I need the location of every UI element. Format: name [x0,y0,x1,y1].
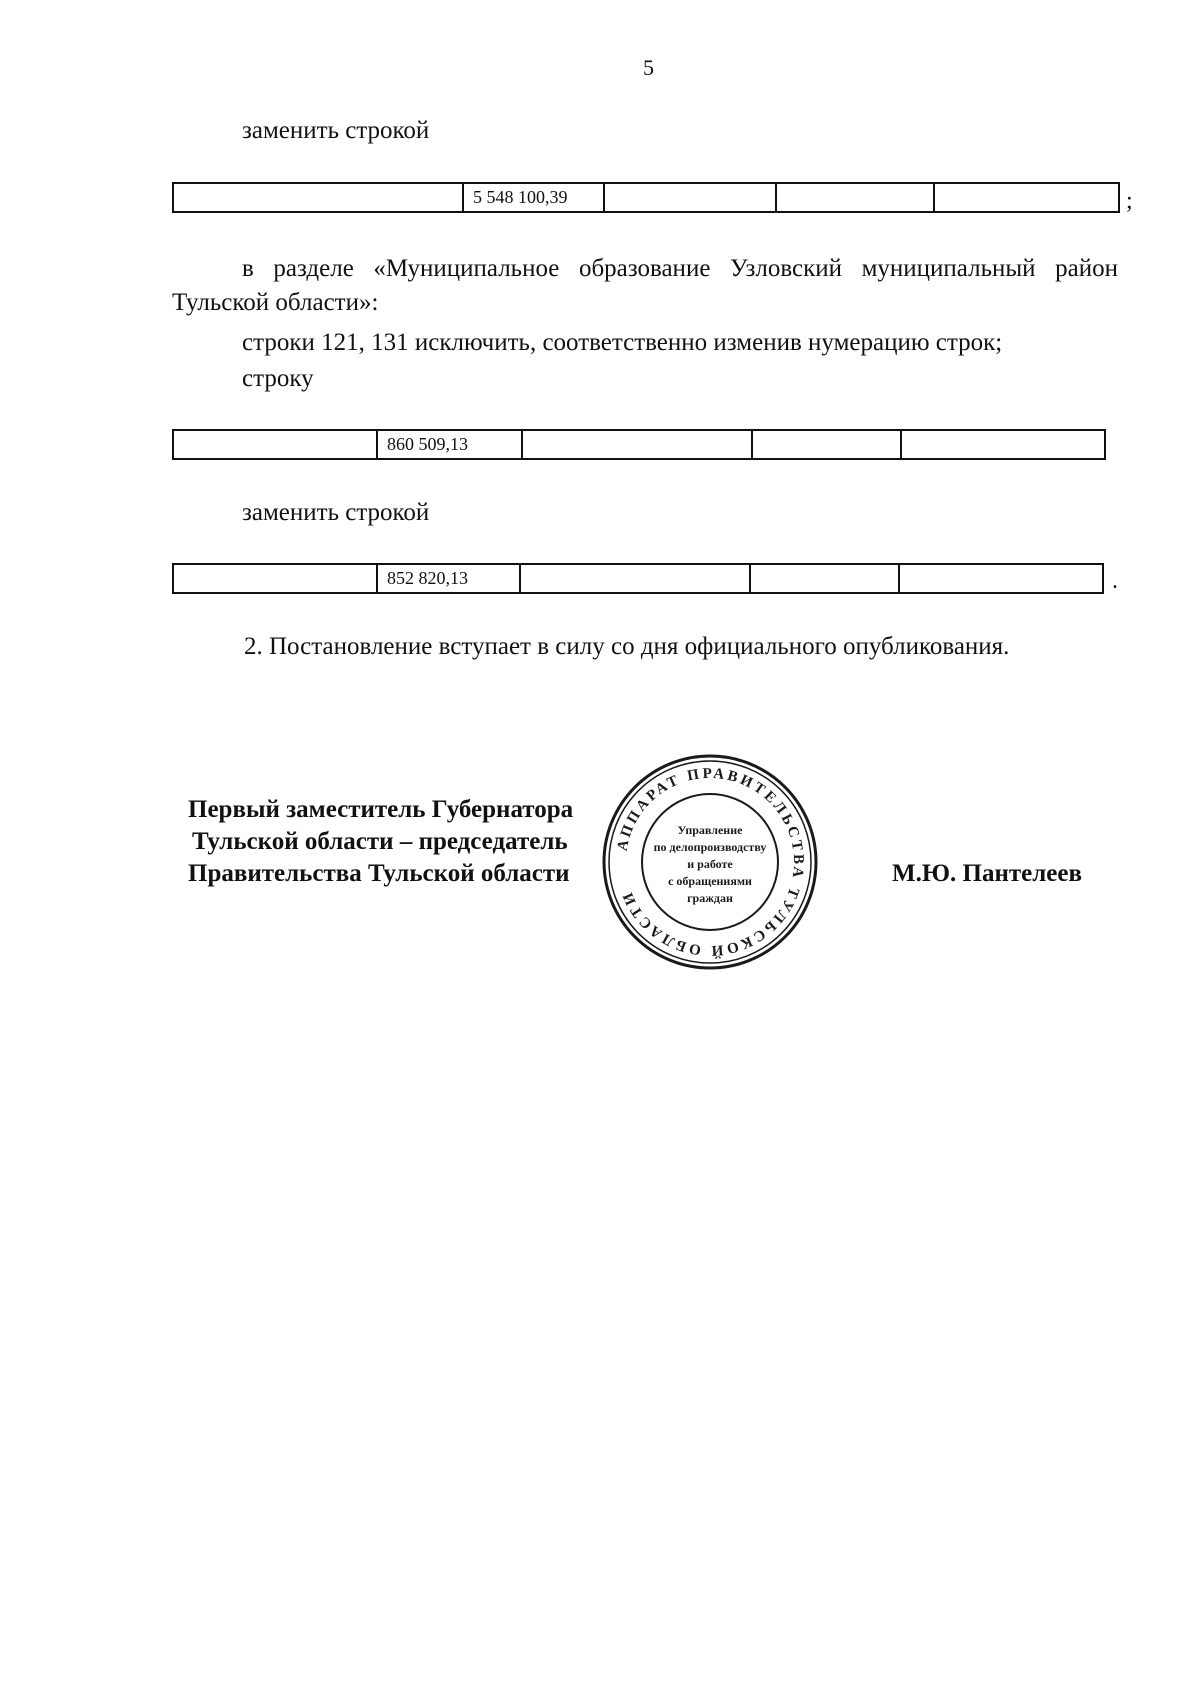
signatory-position-line-2: Тульской области – председатель [192,828,568,855]
section-paragraph: в разделе «Муниципальное образование Узловский муниципальный район Тульской области»: [172,255,1118,316]
table-cell [604,183,776,212]
table-cell-value: 860 509,13 [377,430,522,459]
table-cell [173,564,377,593]
seal-center-line: Управление [677,823,743,837]
row-label: строку [242,365,314,392]
table-cell [901,430,1105,459]
table-row-new-2 [172,563,1104,594]
table-cell [173,183,463,212]
table-cell [899,564,1103,593]
table-row-new-1 [172,182,1120,213]
clause-2: 2. Постановление вступает в силу со дня официального опубликования. [244,633,1010,660]
seal-center-line: граждан [687,891,733,905]
official-seal-stamp [600,752,820,972]
table-cell [776,183,934,212]
replace-label-2: заменить строкой [242,499,430,526]
replace-label-1: заменить строкой [242,117,430,144]
table-cell [520,564,750,593]
table-cell [934,183,1119,212]
table-cell [173,430,377,459]
table-cell-value: 852 820,13 [377,564,520,593]
signatory-position-line-1: Первый заместитель Губернатора [188,796,574,823]
table-cell [750,564,899,593]
signatory-position-line-3: Правительства Тульской области [188,860,570,887]
signatory-name: М.Ю. Пантелеев [892,860,1082,887]
table-cell [752,430,901,459]
period-mark: . [1112,568,1118,594]
seal-center-line: и работе [687,857,733,871]
seal-center-line: по делопроизводству [653,840,767,854]
table-cell-value: 5 548 100,39 [463,183,604,212]
semicolon-mark: ; [1126,188,1133,214]
seal-ring-text: АППАРАТ ПРАВИТЕЛЬСТВА ТУЛЬСКОЙ ОБЛАСТИ [614,765,807,959]
table-cell [522,430,752,459]
table-row-old [172,429,1106,460]
page-number: 5 [643,55,654,80]
exclude-rows-paragraph: строки 121, 131 исключить, соответственно изменив нумерацию строк; [242,329,1003,356]
seal-center-line: с обращениями [668,874,752,888]
